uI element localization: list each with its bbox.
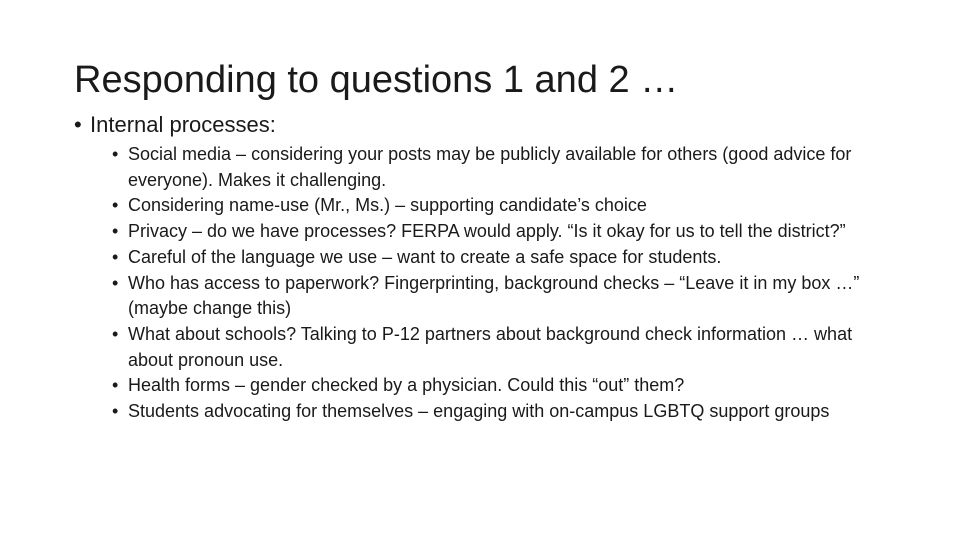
main-bullet-text: Internal processes: (90, 112, 276, 137)
sub-bullet-text: Students advocating for themselves – engaging with on-campus LGBTQ support groups (128, 401, 830, 422)
sub-bullet-text: Health forms – gender checked by a physician. Could this “out” them? (128, 375, 685, 396)
bullet-icon: • (112, 221, 119, 242)
sub-bullet-text: Careful of the language we use – want to create a safe space for students. (128, 246, 722, 267)
slide-title: Responding to questions 1 and 2 … (74, 59, 679, 101)
bullet-icon: • (112, 323, 119, 344)
bullet-list (74, 111, 894, 425)
bullet-icon: • (112, 246, 119, 267)
sub-bullet-item (112, 193, 902, 219)
bullet-icon: • (112, 144, 119, 164)
sub-bullet-text: Privacy – do we have processes? FERPA would apply. “Is it okay for us to tell the district?” (128, 221, 846, 242)
sub-bullet-text: Social media – considering your posts may be publicly available for others (good advice for everyone). Makes it challenging. (128, 144, 852, 190)
bullet-icon: • (74, 112, 82, 137)
sub-bullet-item (112, 399, 902, 425)
sub-bullet-item (112, 322, 902, 373)
bullet-icon: • (112, 272, 119, 293)
sub-bullet-list (112, 142, 902, 425)
sub-bullet-text: Considering name-use (Mr., Ms.) – supporting candidate’s choice (128, 195, 647, 216)
main-bullet-item (74, 111, 894, 425)
sub-bullet-item (112, 373, 902, 399)
sub-bullet-item (112, 142, 902, 193)
bullet-icon: • (112, 375, 119, 396)
bullet-icon: • (112, 401, 119, 422)
sub-bullet-text: Who has access to paperwork? Fingerprinting, background checks – “Leave it in my box …” (maybe change this) (128, 272, 860, 319)
sub-bullet-item (112, 219, 902, 245)
sub-bullet-item (112, 271, 902, 322)
sub-bullet-text: What about schools? Talking to P-12 partners about background check information … what about pronoun use. (128, 323, 853, 370)
sub-bullet-item (112, 245, 902, 271)
bullet-icon: • (112, 195, 119, 216)
